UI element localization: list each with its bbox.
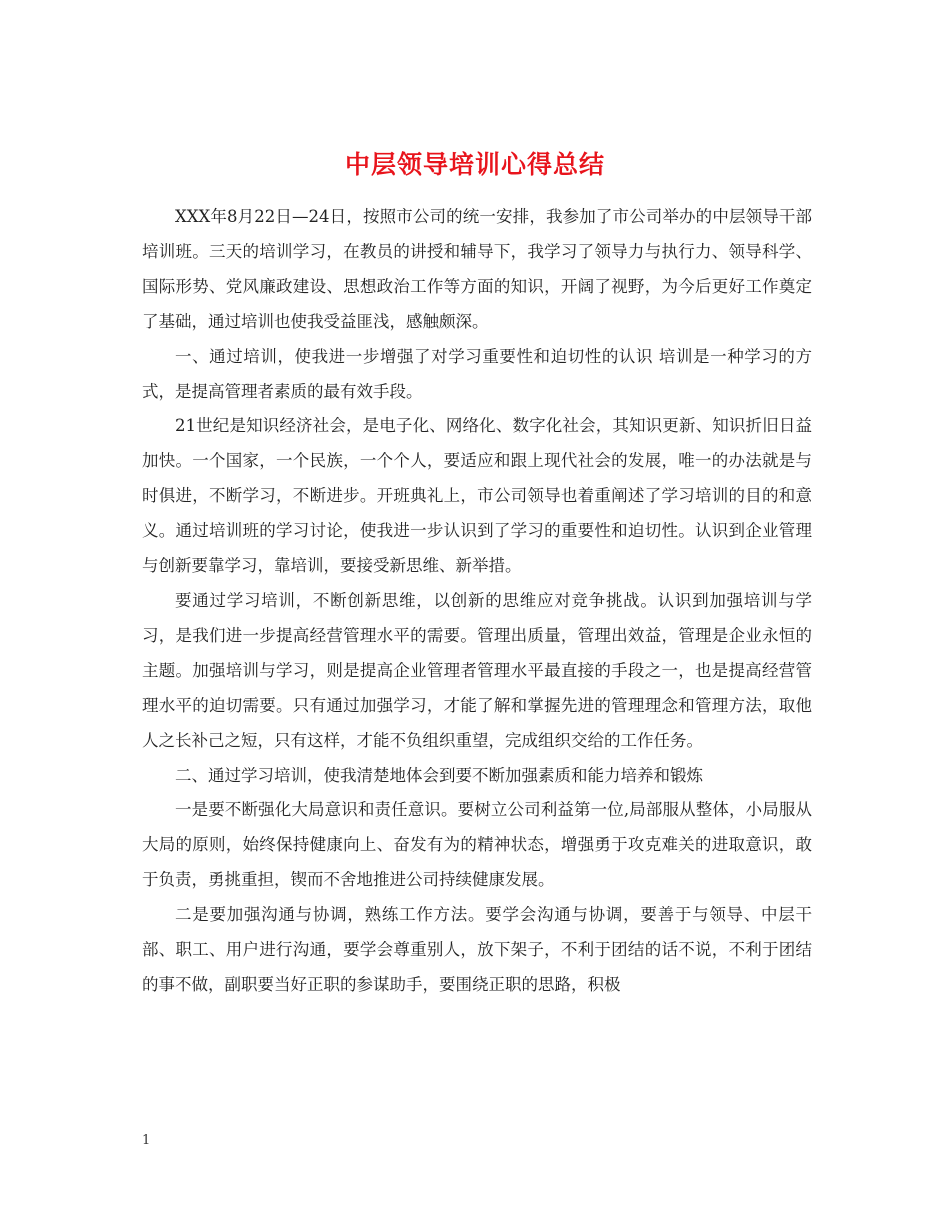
paragraph-6: 一是要不断强化大局意识和责任意识。要树立公司利益第一位,局部服从整体，小局服从大局的原则，始终保持健康向上、奋发有为的精神状态，增强勇于攻克难关的进取意识，敢于负责，勇挑重担，锲而不舍地推进公司持续健康发展。 (142, 800, 812, 890)
paragraph-2: 一、通过培训，使我进一步增强了对学习重要性和迫切性的认识 培训是一种学习的方式，是提高管理者素质的最有效手段。 (142, 346, 812, 401)
body-text (142, 200, 812, 1003)
paragraph-7: 二是要加强沟通与协调，熟练工作方法。要学会沟通与协调，要善于与领导、中层干部、职工、用户进行沟通，要学会尊重别人，放下架子，不利于团结的话不说，不利于团结的事不做，副职要当好正职的参谋助手，要围绕正职的思路，积极 (142, 905, 812, 994)
paragraph-4: 要通过学习培训，不断创新思维，以创新的思维应对竞争挑战。认识到加强培训与学习，是我们进一步提高经营管理水平的需要。管理出质量，管理出效益，管理是企业永恒的主题。加强培训与学习，则是提高企业管理者管理水平最直接的手段之一，也是提高经营管理水平的迫切需要。只有通过加强学习，才能了解和掌握先进的管理理念和管理方法，取他人之长补己之短，只有这样，才能不负组织重望，完成组织交给的工作任务。 (142, 590, 812, 750)
page-title: 中层领导培训心得总结 (344, 149, 605, 179)
paragraph-3: 21世纪是知识经济社会，是电子化、网络化、数字化社会，其知识更新、知识折旧日益加快。一个国家，一个民族，一个个人，要适应和跟上现代社会的发展，唯一的办法就是与时俱进，不断学习，不断进步。开班典礼上，市公司领导也着重阐述了学习培训的目的和意义。通过培训班的学习讨论，使我进一步认识到了学习的重要性和迫切性。认识到企业管理与创新要靠学习，靠培训，要接受新思维、新举措。 (142, 416, 812, 576)
page-number: 1 (142, 1133, 151, 1148)
paragraph-1: XXX年8月22日—24日，按照市公司的统一安排，我参加了市公司举办的中层领导干部培训班。三天的培训学习，在教员的讲授和辅导下，我学习了领导力与执行力、领导科学、国际形势、党风廉政建设、思想政治工作等方面的知识，开阔了视野，为今后更好工作奠定了基础，通过培训也使我受益匪浅，感触颇深。 (142, 207, 812, 331)
paragraph-5: 二、通过学习培训，使我清楚地体会到要不断加强素质和能力培养和锻炼 (175, 765, 703, 785)
